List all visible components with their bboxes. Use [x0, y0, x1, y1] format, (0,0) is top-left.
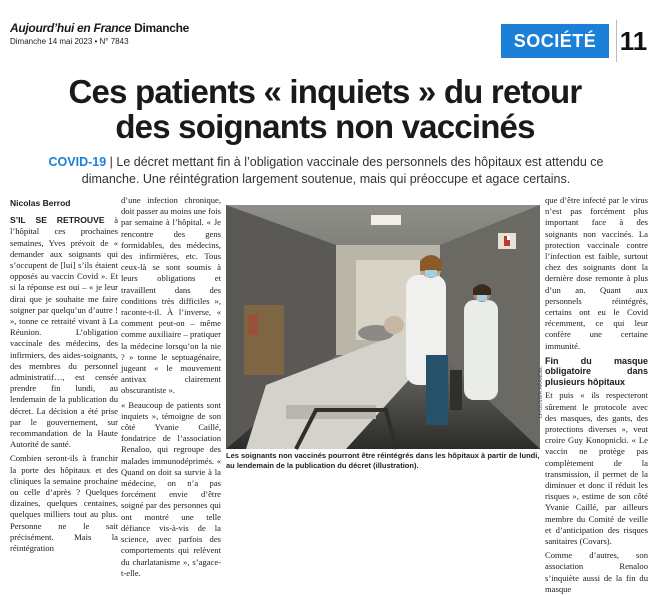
paragraph: d’une infection chronique, doit passer au moins une fois par semaine à l’hôpital. « Je rencontre des gens formidables, des médecins, des infirmières, etc. Tous ceux-là se sont soumis à leurs obligations et travaillent dans des conditions très difficiles », raconte-t-il. À l’inverse, « comment peut-on – même comme auxiliaire – pratiquer la médecine lorsqu’on la nie ? » tonne le septuagénaire, jugeant « le mouvement antivax clairement obscurantiste ».	[121, 195, 222, 396]
paragraph	[10, 215, 118, 450]
edition-name: Dimanche	[134, 21, 190, 35]
hospital-corridor-illustration	[226, 205, 540, 449]
article-column-3	[545, 195, 648, 594]
page-number: 11	[616, 20, 650, 62]
article-column-1	[10, 198, 119, 554]
headline	[20, 74, 630, 144]
standfirst-text: | Le décret mettant fin à l’obligation vaccinale des personnels des hôpitaux est attendu ce dimanche. Une réintégration largement soutenue, mais qui préoccupe et agace certains.	[81, 155, 604, 186]
headline-line-2: des soignants non vaccinés	[115, 108, 535, 145]
dateline: Dimanche 14 mai 2023 • N° 7843	[10, 37, 129, 46]
masthead	[10, 21, 189, 46]
byline: Nicolas Berrod	[10, 198, 71, 208]
subheading: Fin du masque obligatoire dans plusieurs hôpitaux	[545, 355, 648, 387]
paragraph: Et puis « ils respecteront sûrement le protocole avec des masques, des gants, des protections diverses », veut croire Guy Konopnicki. « Le vaccin ne protège pas complètement de la transmission, il permet de la diminuer et donc il réduit les risques », estime de son côté Yvanie Caillé, par ailleurs membre du Comité de veille et d’anticipation des risques sanitaires (Covars).	[545, 390, 648, 546]
paper-name: Aujourd’hui en France	[10, 21, 132, 35]
paragraph: Combien seront-ils à franchir la porte des hôpitaux et des cliniques la semaine prochaine ou celle d’après ? Quelques dizaines, quelques centaines, quelques milliers tout au plus. Personne ne le sait précisément. Mais la réintégration	[10, 453, 118, 554]
paragraph-text: à l’hôpital ces prochaines semaines, Yves prévoit de « demander aux soignants qui s’occupent de [lui] s’ils étaient opposés au vaccin Covid ». Et si la réponse est oui – « je leur dirai que je souhaite me faire soigner par quelqu’un d’autre ! », tonne ce retraité vivant à La Réunion. L’obligation vaccinale des médecins, des infirmiers, des aides-soignants, des membres du personnel administratif…, est censée prendre fin lundi, au lendemain de la publication du décret. La décision a été prise par le gouvernement, sur recommandation de la Haute Autorité de santé.	[10, 215, 119, 450]
lead-in: S’IL SE RETROUVE	[10, 215, 105, 226]
article-photo	[226, 205, 540, 449]
paragraph: Comme d’autres, son association Renaloo s’inquiète aussi de la fin du masque	[545, 550, 648, 594]
photo-credit: LP/OLIVIER ARANDEL	[538, 366, 544, 418]
masthead-title	[10, 21, 189, 35]
section-tag: SOCIÉTÉ	[501, 24, 609, 58]
article-column-2	[121, 195, 222, 578]
headline-line-1: Ces patients « inquiets » du retour	[68, 73, 582, 110]
paragraph: que d’être infecté par le virus n’est pas forcément plus important face à des soignants non vaccinés. La protection vaccinale contre l’infection est faible, surtout chez des soignants dont la dernière dose remonte à plus d’un an. Quant aux personnels réintégrés, certains ont eu le Covid récemment, ce qui leur confère une certaine immunité.	[545, 195, 648, 351]
kicker: COVID-19	[48, 155, 107, 169]
paragraph: « Beaucoup de patients sont inquiets », témoigne de son côté Yvanie Caillé, fondatrice de l’association Renaloo, qui regroupe des malades immunodéprimés. « Quand on doit sa survie à la médecine, on n’a pas forcément envie d’être soigné par des personnes qui ont montré une telle défiance vis-à-vis de la science, avec parfois des comportements qui relèvent du charlatanisme », s’agace-t-elle.	[121, 399, 221, 578]
photo-caption: Les soignants non vaccinés pourront être réintégrés dans les hôpitaux à partir de lundi, au lendemain de la publication du décret (illustration).	[226, 451, 540, 470]
standfirst	[26, 154, 626, 188]
